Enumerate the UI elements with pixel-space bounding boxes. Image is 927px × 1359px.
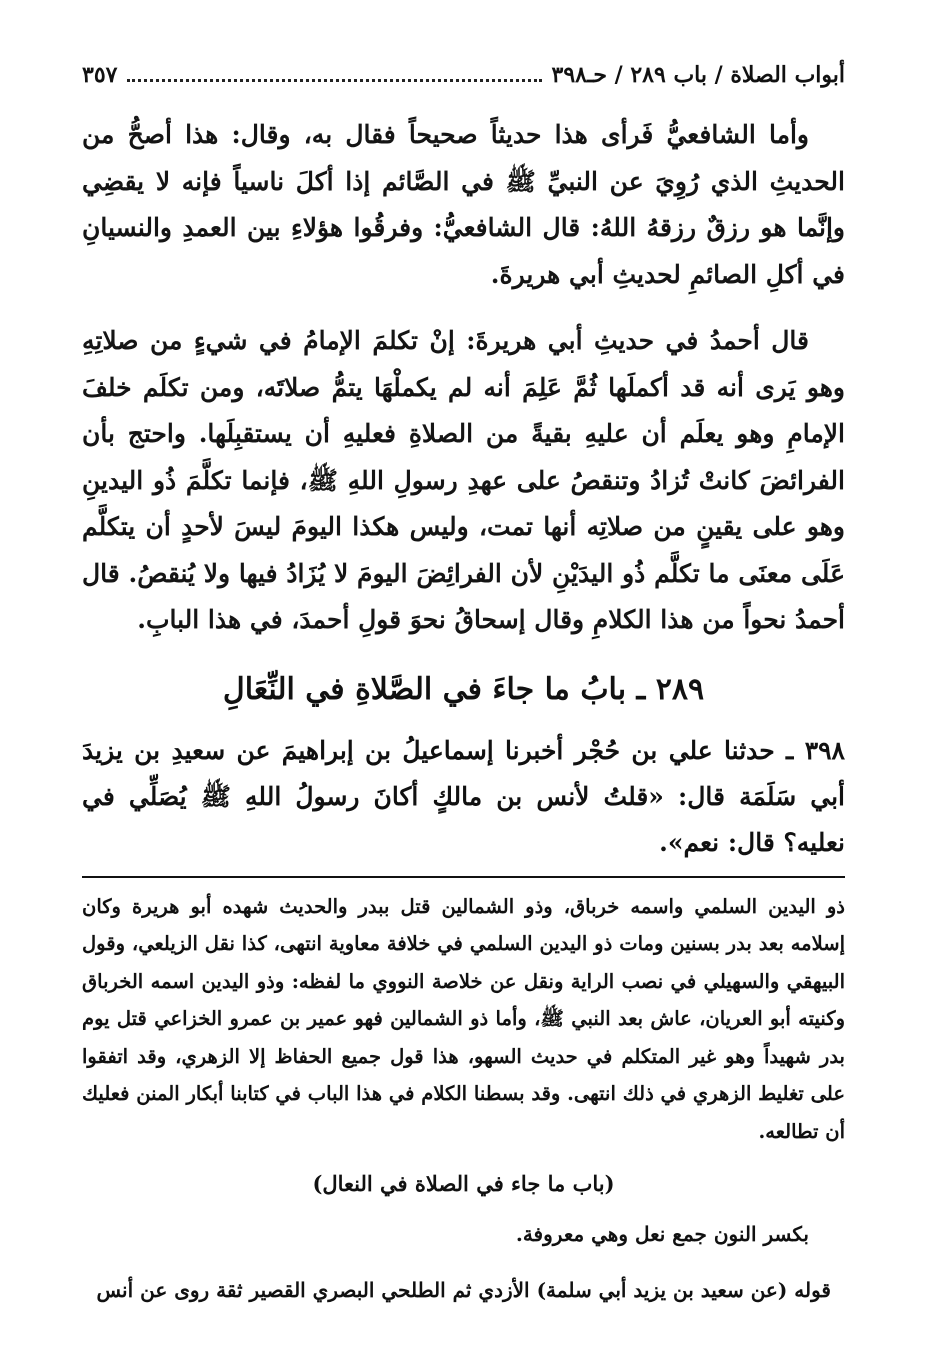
chapter-heading: ٢٨٩ ـ بابُ ما جاءَ في الصَّلاةِ في النِّعَالِ (222, 671, 705, 707)
commentary-sub-heading: (باب ما جاء في الصلاة في النعال) (312, 1171, 615, 1196)
body-paragraph-ahmad: قال أحمدُ في حديثِ أبي هريرةَ: إنْ تكلمَ الإمامُ في شيءٍ من صلاتِهِ وهو يَرى أنه قد أكملَها ثُمَّ عَلِمَ أنه لم يكملْهَا يتمُّ صلاتَه، ومن تكلَم خلفَ الإمامِ وهو يعلَم أن عليهِ بقيةً من الصلاةِ فعليهِ أن يستقبِلَها. واحتج بأن الفرائضَ كانتْ تُزادُ وتنقصُ على عهدِ رسولِ اللهِ ﷺ، فإنما تكلَّمَ ذُو اليدينِ وهو على يقينٍ من صلاتِه أنها تمت، وليس هكذا اليومَ ليسَ لأحدٍ أن يتكلَّم عَلَى معنَى ما تكلَّم ذُو اليدَيْنِ لأن الفرائِضَ اليومَ لا يُزَادُ فيها ولا يُنقصُ. قال أحمدُ نحواً من هذا الكلامِ وقال إسحاقُ نحوَ قولِ أحمدَ، في هذا البابِ. (82, 326, 845, 634)
running-head (82, 62, 845, 106)
running-head-title: أبواب الصلاة / باب ٢٨٩ / حـ٣٩٨ (551, 62, 845, 88)
commentary-note-saeed: قوله (عن سعيد بن يزيد أبي سلمة) الأزدي ثم الطلحي البصري القصير ثقة روى عن أنس (96, 1278, 831, 1302)
footnote-divider (82, 876, 845, 878)
body-paragraph-shafii: وأما الشافعيُّ فَرأى هذا حديثاً صحيحاً فقال به، وقال: هذا أصحُّ من الحديثِ الذي رُوِيَ عن النبيِّ ﷺ في الصَّائم إذا أكلَ ناسياً فإنه لا يقضِي وإنَّما هو رزقٌ رزقهُ اللهُ: قال الشافعيُّ: وفرقُوا هؤلاءِ بين العمدِ والنسيانِ في أكلِ الصائمِ لحديثِ أبي هريرةَ. (82, 120, 845, 289)
commentary-paragraph: ذو اليدين السلمي واسمه خرباق، وذو الشمالين قتل ببدر والحديث شهده أبو هريرة وكان إسلامه بعد بدر بسنين ومات ذو اليدين السلمي في خلافة معاوية انتهى، كذا نقل الزيلعي، وقول البيهقي والسهيلي في نصب الراية ونقل عن خلاصة النووي ما لفظه: وذو اليدين اسمه الخرباق وكنيته أبو العريان، عاش بعد النبي ﷺ، وأما ذو الشمالين فهو عمير بن عمرو الخزاعي قتل يوم بدر شهيداً وهو غير المتكلم في حديث السهو، هذا قول جميع الحفاظ إلا الزهري، وقد اتفقوا على تغليط الزهري في ذلك انتهى. وقد بسطنا الكلام في هذا الباب في كتابنا أبكار المنن فعليك أن تطالعه. (82, 894, 845, 1143)
running-head-leader-dots (127, 79, 541, 82)
page-number: ٣٥٧ (82, 62, 118, 88)
commentary-note-nial: بكسر النون جمع نعل وهي معروفة. (515, 1222, 809, 1246)
hadith-text: ٣٩٨ ـ حدثنا علي بن حُجْر أخبرنا إسماعيلُ بن إبراهيمَ عن سعيدِ بن يزيدَ أبي سَلَمَة قال: «قلتُ لأنس بن مالكٍ أكانَ رسولُ اللهِ ﷺ يُصَلِّي في نعليه؟ قال: نعم». (82, 735, 845, 857)
